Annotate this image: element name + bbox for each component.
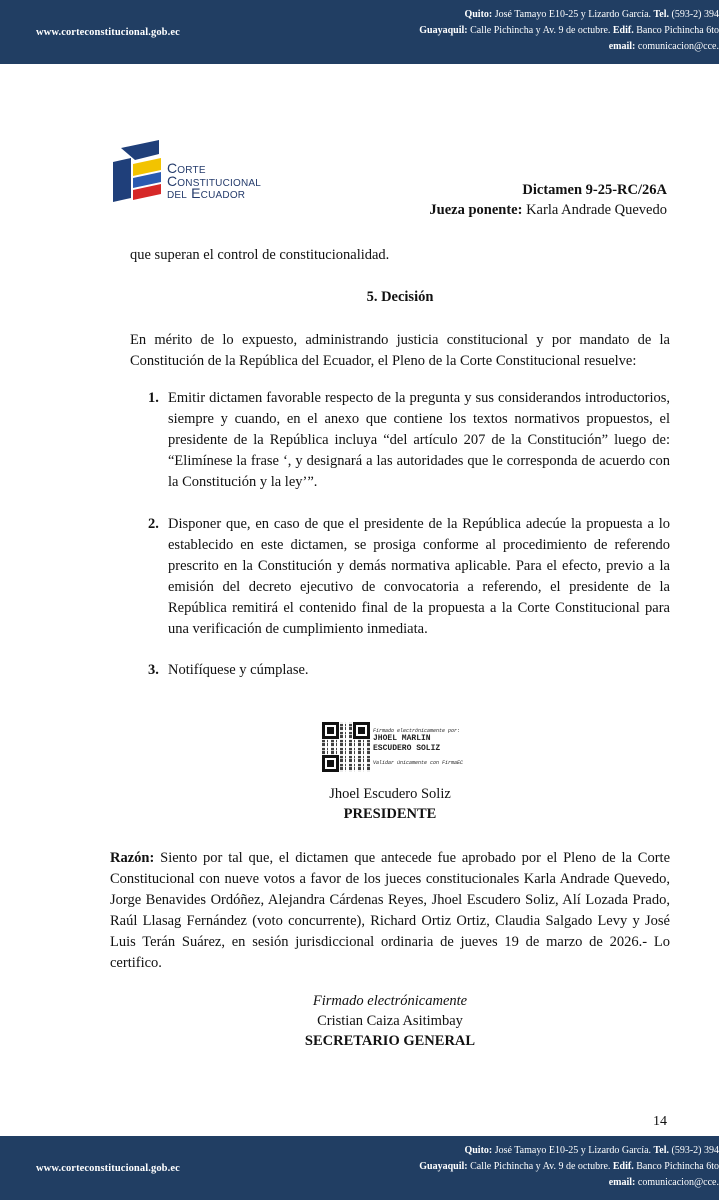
president-name: Jhoel Escudero Soliz bbox=[329, 786, 451, 802]
document-meta bbox=[429, 180, 667, 220]
footer-band bbox=[0, 1136, 719, 1200]
intro-paragraph: En mérito de lo expuesto, administrando justicia constitucional y por mandato de la Constitución de la República del Ecuador, el Pleno de la Corte Constitucional resuelve: bbox=[130, 332, 670, 369]
razon-text: Siento por tal que, el dictamen que antecede fue aprobado por el Pleno de la Corte Constitucional con nueve votos a favor de los jueces constitucionales Karla Andrade Quevedo, Jorge Benavides Ordóñez, Alejandra Cárdenas Reyes, Jhoel Escudero Soliz, Alí Lozada Prado, Raúl Llasag Fernández (voto concurrente), Richard Ortiz Ortiz, Claudia Salgado Levy y José Luis Terán Suárez, en sesión jurisdiccional ordinaria de jueves 19 de marzo de 2026.- Lo certifico. bbox=[110, 850, 671, 971]
header-band bbox=[0, 0, 719, 64]
decision-item bbox=[148, 660, 670, 681]
razon-label: Razón: bbox=[110, 850, 155, 866]
continuation-text: que superan el control de constitucionalidad. bbox=[130, 247, 390, 263]
section-title: 5. Decisión bbox=[366, 289, 434, 305]
logo-text: Corte Constitucional del Ecuador bbox=[167, 160, 262, 201]
jueza-label: Jueza ponente: bbox=[429, 202, 523, 218]
court-emblem-icon bbox=[113, 140, 167, 210]
item-number: 1. bbox=[148, 390, 159, 406]
electronic-signature-stamp: Firmado electrónicamente por: JHOEL MARLIN ESCUDERO SOLIZ Validar únicamente con FirmaEC bbox=[373, 728, 464, 766]
decision-item bbox=[148, 388, 670, 493]
signed-note: Firmado electrónicamente bbox=[312, 993, 468, 1009]
decision-item bbox=[148, 514, 670, 640]
secretary-signature bbox=[130, 991, 650, 1051]
court-logo bbox=[113, 140, 303, 210]
item-text: Notifíquese y cúmplase. bbox=[168, 662, 309, 678]
contact-address: Quito: José Tamayo E10-25 y Lizardo García. Tel. (593-2) 394 Guayaquil: Calle Pichincha y Av. 9 de octubre. Edif. Banco Pichincha 6to email: comunicacion@cce. bbox=[419, 9, 719, 52]
website-url[interactable]: www.corteconstitucional.gob.ec bbox=[36, 1163, 180, 1174]
secretary-name: Cristian Caiza Asitimbay bbox=[317, 1013, 463, 1029]
website-url[interactable]: www.corteconstitucional.gob.ec bbox=[36, 27, 180, 38]
item-text: Disponer que, en caso de que el presidente de la República adecúe la propuesta a lo establecido en este dictamen, se prosiga conforme al procedimiento de referendo prescrito en la Constitución y demás normativa aplicable. Para el efecto, previo a la emisión del decreto ejecutivo de convocatoria a referendo, el presidente de la República remitirá el contenido final de la propuesta a la Corte Constitucional para una verificación de cumplimiento inmediata. bbox=[168, 516, 670, 637]
jueza-name: Karla Andrade Quevedo bbox=[526, 202, 667, 218]
president-signature bbox=[130, 784, 650, 824]
item-text: Emitir dictamen favorable respecto de la pregunta y sus considerandos introductorios, siempre y cuando, en el anexo que contiene los textos normativos propuestos, el presidente de la República incluya “del artículo 207 de la Constitución” luego de: “Elimínese la frase ‘, y designará a las autoridades que le corresponda de acuerdo con la Constitución y la ley’”. bbox=[168, 390, 670, 490]
item-number: 3. bbox=[148, 662, 159, 678]
dictamen-number: Dictamen 9-25-RC/26A bbox=[522, 182, 667, 198]
contact-address: Quito: José Tamayo E10-25 y Lizardo García. Tel. (593-2) 394 Guayaquil: Calle Pichincha y Av. 9 de octubre. Edif. Banco Pichincha 6to email: comunicacion@cce. bbox=[419, 1145, 719, 1188]
president-title: PRESIDENTE bbox=[343, 806, 437, 822]
page-number: 14 bbox=[653, 1114, 667, 1129]
razon-paragraph bbox=[110, 848, 670, 974]
item-number: 2. bbox=[148, 516, 159, 532]
secretary-title: SECRETARIO GENERAL bbox=[304, 1033, 476, 1049]
